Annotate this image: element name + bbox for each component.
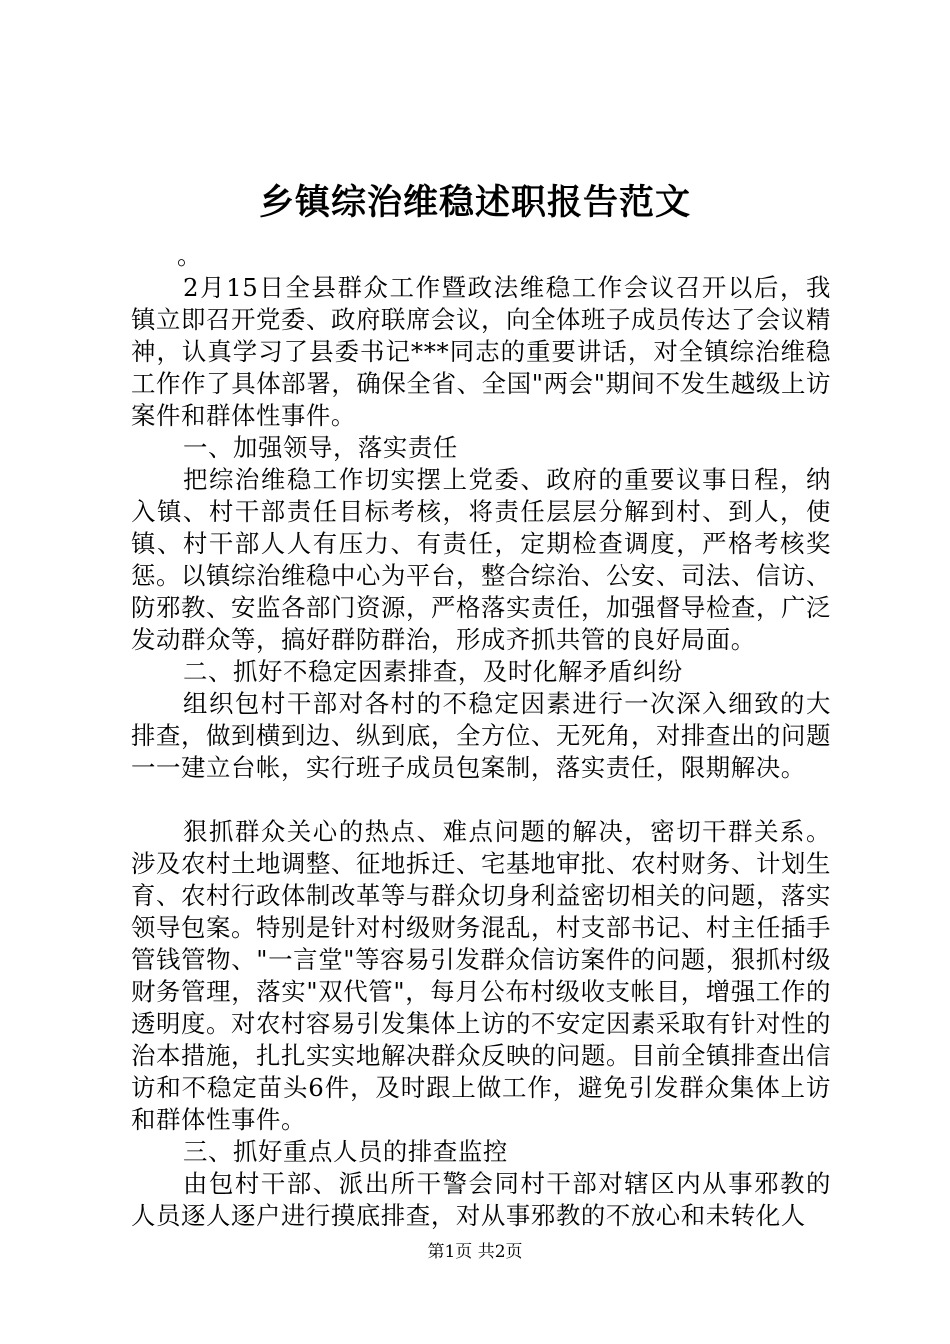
paragraph-intro: 2月15日全县群众工作暨政法维稳工作会议召开以后，我镇立即召开党委、政府联席会议，向全体班子成员传达了会议精神，认真学习了县委书记***同志的重要讲话，对全镇综治维稳工作作了具体部署，确保全省、全国"两会"期间不发生越级上访案件和群体性事件。 [131,273,831,430]
document-body [131,240,831,1232]
document-title: 乡镇综治维稳述职报告范文 [258,182,691,223]
leading-punctuation: 。 [177,241,202,270]
paragraph-section-2b: 狠抓群众关心的热点、难点问题的解决，密切干群关系。涉及农村土地调整、征地拆迁、宅基地审批、农村财务、计划生育、农村行政体制改革等与群众切身利益密切相关的问题，落实领导包案。特别是针对村级财务混乱，村支部书记、村主任插手管钱管物、"一言堂"等容易引发群众信访案件的问题，狠抓村级财务管理，落实"双代管"，每月公布村级收支帐目，增强工作的透明度。对农村容易引发集体上访的不安定因素采取有针对性的治本措施，扎扎实实地解决群众反映的问题。目前全镇排查出信访和不稳定苗头6件，及时跟上做工作，避免引发群众集体上访和群体性事件。 [131,817,831,1134]
paragraph-section-2a: 组织包村干部对各村的不稳定因素进行一次深入细致的大排查，做到横到边、纵到底，全方位、无死角，对排查出的问题一一建立台帐，实行班子成员包案制，落实责任，限期解决。 [131,689,831,782]
section-heading-3: 三、抓好重点人员的排查监控 [183,1137,508,1166]
paragraph-section-3: 由包村干部、派出所干警会同村干部对辖区内从事邪教的人员逐人逐户进行摸底排查，对从事邪教的不放心和未转化人 [131,1169,831,1230]
section-heading-1: 一、加强领导，落实责任 [183,433,458,462]
section-heading-2: 二、抓好不稳定因素排查，及时化解矛盾纠纷 [183,657,683,686]
paragraph-section-1: 把综治维稳工作切实摆上党委、政府的重要议事日程，纳入镇、村干部责任目标考核，将责任层层分解到村、到人，使镇、村干部人人有压力、有责任，定期检查调度，严格考核奖惩。以镇综治维稳中心为平台，整合综治、公安、司法、信访、防邪教、安监各部门资源，严格落实责任，加强督导检查，广泛发动群众等，搞好群防群治，形成齐抓共管的良好局面。 [131,465,831,654]
paragraph-spacer [131,784,831,816]
page-number-footer: 第1页 共2页 [427,1242,523,1262]
